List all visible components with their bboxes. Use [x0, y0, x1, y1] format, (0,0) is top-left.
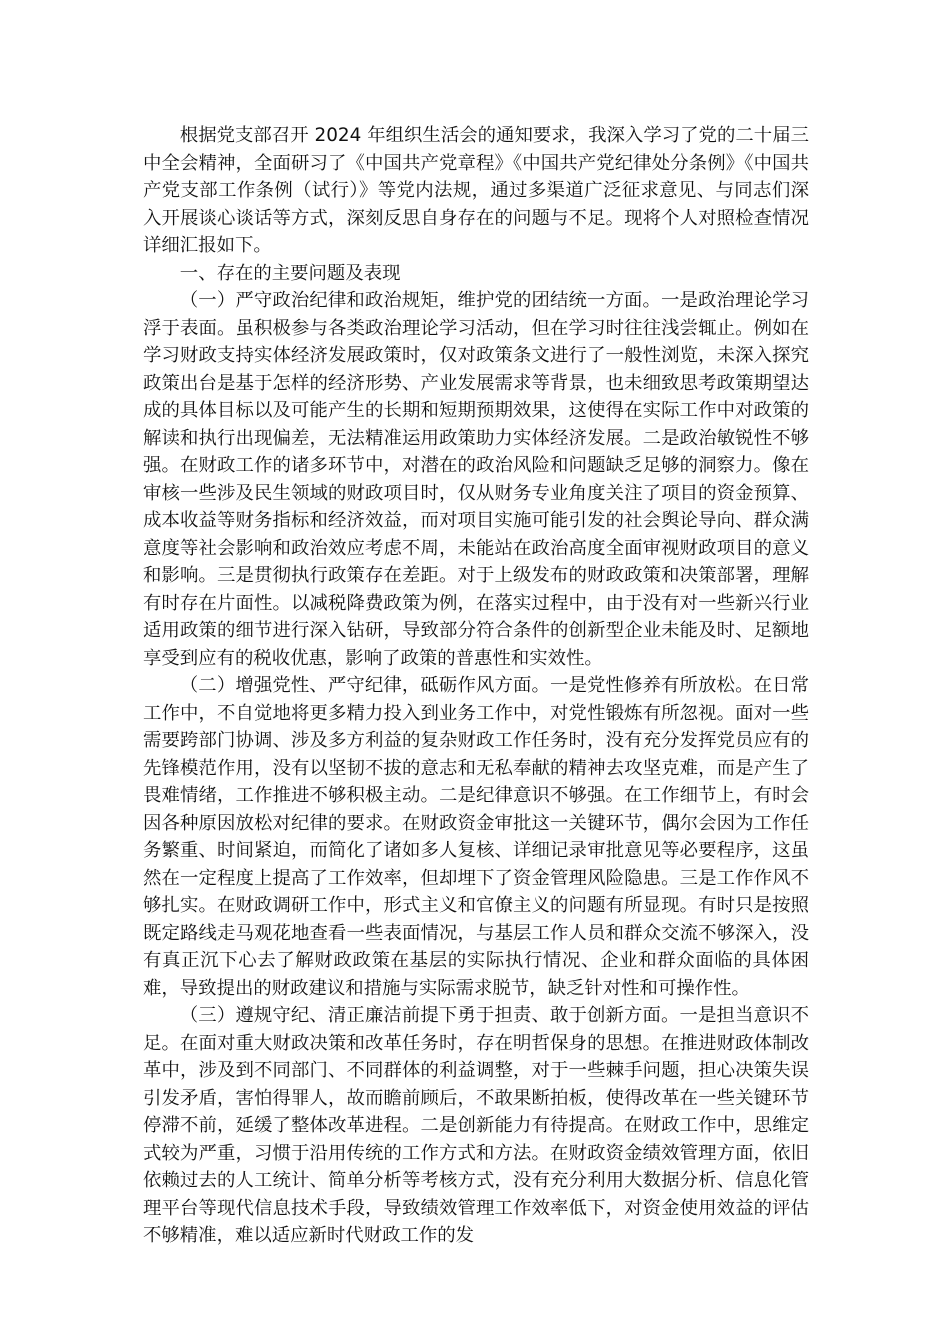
item-three-paragraph: （三）遵规守纪、清正廉洁前提下勇于担责、敢于创新方面。一是担当意识不足。在面对重大财政决策和改革任务时，存在明哲保身的思想。在推进财政体制改革中，涉及到不同部门、不同群体的利益调整，对于一些棘手问题，担心决策失误引发矛盾，害怕得罪人，故而瞻前顾后，不敢果断拍板，使得改革在一些关键环节停滞不前，延缓了整体改革进程。二是创新能力有待提高。在财政工作中，思维定式较为严重，习惯于沿用传统的工作方式和方法。在财政资金绩效管理方面，依旧依赖过去的人工统计、简单分析等考核方式，没有充分利用大数据分析、信息化管理平台等现代信息技术手段，导致绩效管理工作效率低下，对资金使用效益的评估不够精准，难以适应新时代财政工作的发 — [143, 1005, 809, 1246]
intro-paragraph: 根据党支部召开 2024 年组织生活会的通知要求，我深入学习了党的二十届三中全会精神，全面研习了《中国共产党章程》《中国共产党纪律处分条例》《中国共产党支部工作条例（试行）》等党内法规，通过多渠道广泛征求意见、与同志们深入开展谈心谈话等方式，深刻反思自身存在的问题与不足。现将个人对照检查情况详细汇报如下。 — [143, 125, 809, 256]
document-body — [143, 122, 809, 1250]
item-one-paragraph: （一）严守政治纪律和政治规矩，维护党的团结统一方面。一是政治理论学习浮于表面。虽积极参与各类政治理论学习活动，但在学习时往往浅尝辄止。例如在学习财政支持实体经济发展政策时，仅对政策条文进行了一般性浏览，未深入探究政策出台是基于怎样的经济形势、产业发展需求等背景，也未细致思考政策期望达成的具体目标以及可能产生的长期和短期预期效果，这使得在实际工作中对政策的解读和执行出现偏差，无法精准运用政策助力实体经济发展。二是政治敏锐性不够强。在财政工作的诸多环节中，对潜在的政治风险和问题缺乏足够的洞察力。像在审核一些涉及民生领域的财政项目时，仅从财务专业角度关注了项目的资金预算、成本收益等财务指标和经济效益，而对项目实施可能引发的社会舆论导向、群众满意度等社会影响和政治效应考虑不周，未能站在政治高度全面审视财政项目的意义和影响。三是贯彻执行政策存在差距。对于上级发布的财政政策和决策部署，理解有时存在片面性。以减税降费政策为例，在落实过程中，由于没有对一些新兴行业适用政策的细节进行深入钻研，导致部分符合条件的创新型企业未能及时、足额地享受到应有的税收优惠，影响了政策的普惠性和实效性。 — [143, 290, 809, 669]
item-two-paragraph: （二）增强党性、严守纪律，砥砺作风方面。一是党性修养有所放松。在日常工作中，不自觉地将更多精力投入到业务工作中，对党性锻炼有所忽视。面对一些需要跨部门协调、涉及多方利益的复杂财政工作任务时，没有充分发挥党员应有的先锋模范作用，没有以坚韧不拔的意志和无私奉献的精神去攻坚克难，而是产生了畏难情绪，工作推进不够积极主动。二是纪律意识不够强。在工作细节上，有时会因各种原因放松对纪律的要求。在财政资金审批这一关键环节，偶尔会因为工作任务繁重、时间紧迫，而简化了诸如多人复核、详细记录审批意见等必要程序，这虽然在一定程度上提高了工作效率，但却埋下了资金管理风险隐患。三是工作作风不够扎实。在财政调研工作中，形式主义和官僚主义的问题有所显现。有时只是按照既定路线走马观花地查看一些表面情况，与基层工作人员和群众交流不够深入，没有真正沉下心去了解财政政策在基层的实际执行情况、企业和群众面临的具体困难，导致提出的财政建议和措施与实际需求脱节，缺乏针对性和可操作性。 — [143, 675, 809, 999]
section-heading: 一、存在的主要问题及表现 — [179, 262, 401, 284]
